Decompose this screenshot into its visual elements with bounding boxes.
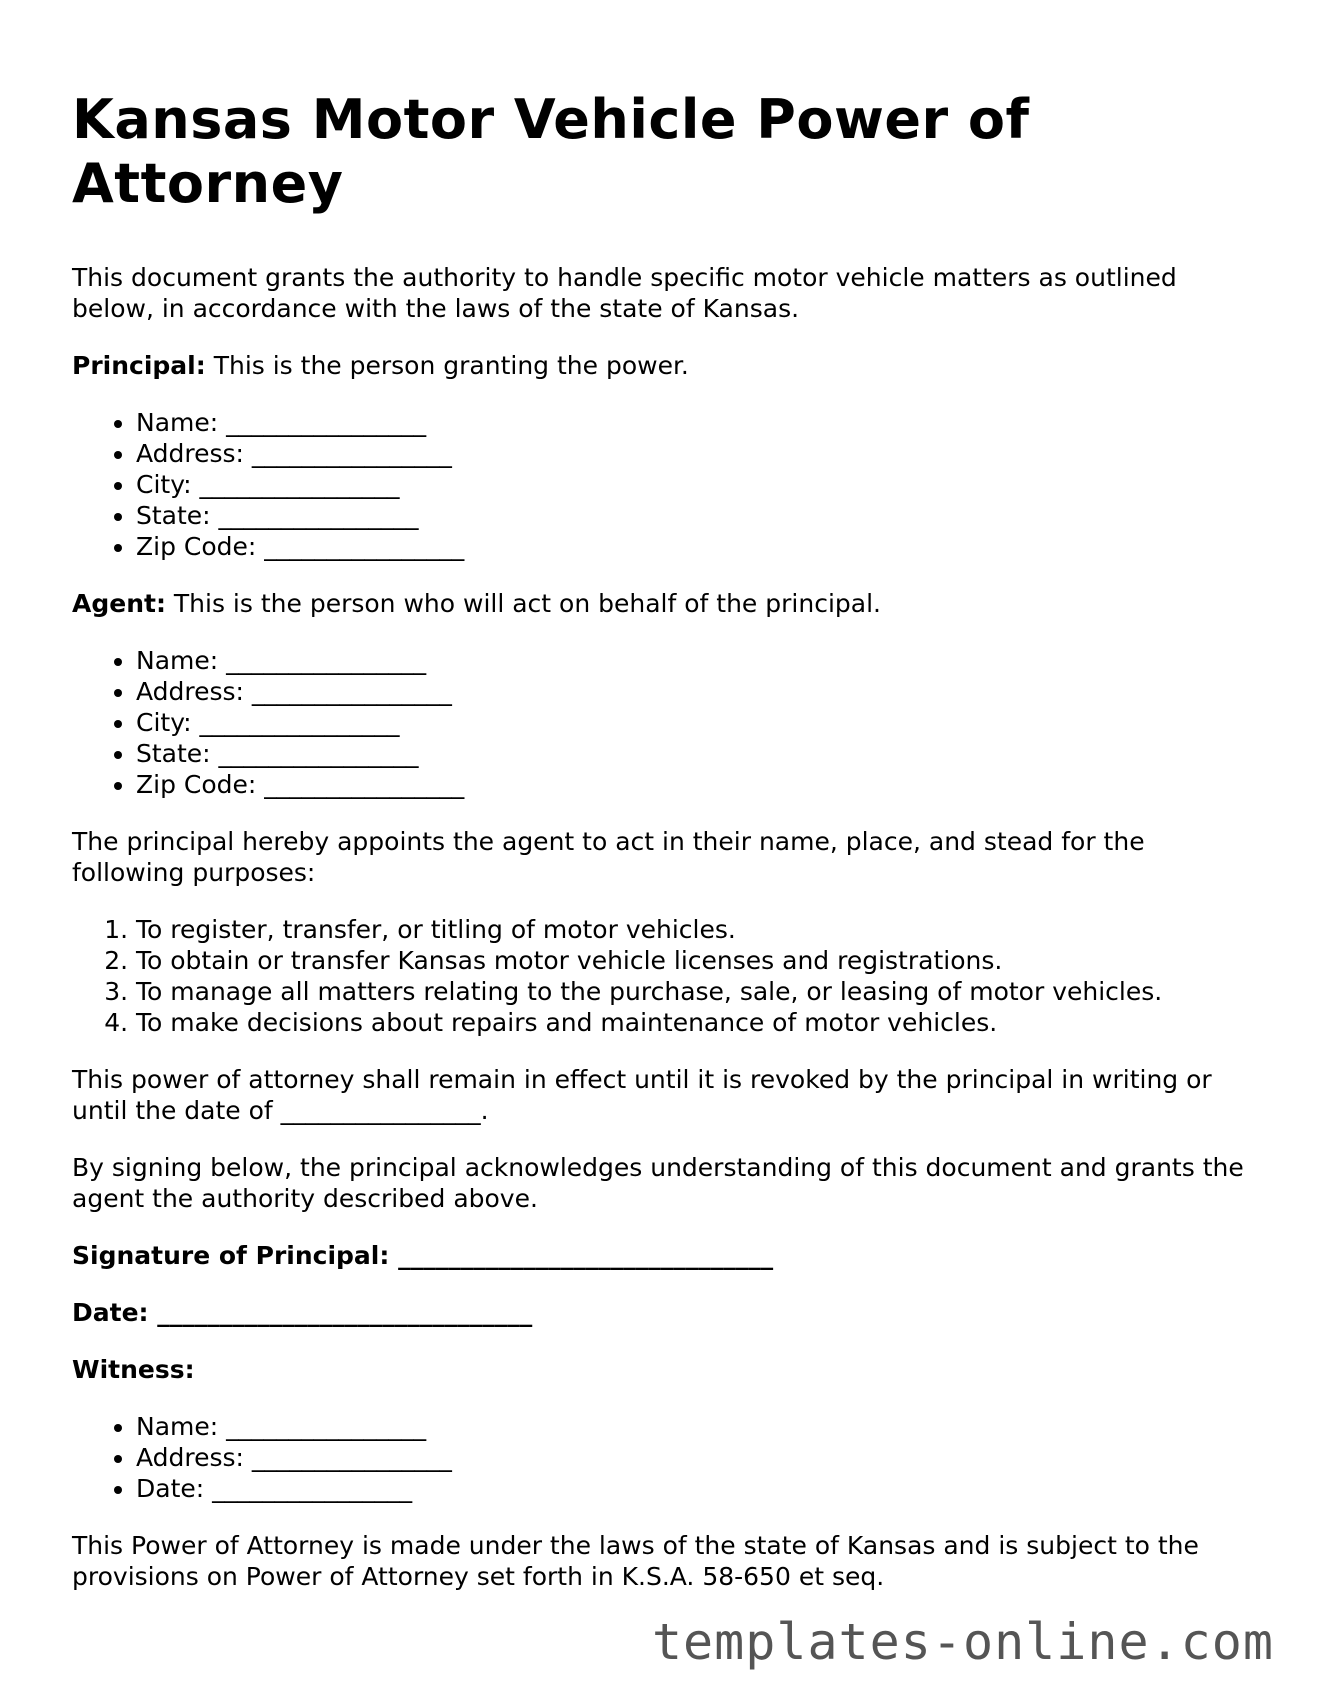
purpose-item: 2. To obtain or transfer Kansas motor vehicle licenses and registrations. xyxy=(136,945,1252,976)
duration-paragraph: This power of attorney shall remain in effect until it is revoked by the principal in writing or until the date of ________________. xyxy=(72,1065,1212,1125)
principal-heading xyxy=(72,350,1252,381)
witness-heading: Witness: xyxy=(72,1355,195,1384)
signature-line: Signature of Principal: ______________________________ xyxy=(72,1241,774,1270)
agent-description: This is the person who will act on behalf of the principal. xyxy=(165,589,881,618)
principal-label: Principal: xyxy=(72,351,206,380)
agent-state-field: • State: ________________ xyxy=(136,738,1252,769)
document xyxy=(72,88,1252,1618)
legal-note: This Power of Attorney is made under the laws of the state of Kansas and is subject to the provisions on Power of Attorney set forth in K.S.A. 58-650 et seq. xyxy=(72,1531,1199,1591)
witness-address-field: • Address: ________________ xyxy=(136,1442,1252,1473)
principal-name-field: • Name: ________________ xyxy=(136,407,1252,438)
date-line: Date: ______________________________ xyxy=(72,1298,533,1327)
purposes-list xyxy=(72,914,1252,1038)
agent-name-field: • Name: ________________ xyxy=(136,645,1252,676)
purpose-item: 1. To register, transfer, or titling of motor vehicles. xyxy=(136,914,1252,945)
agent-city-field: • City: ________________ xyxy=(136,707,1252,738)
acknowledgement-paragraph: By signing below, the principal acknowledges understanding of this document and grants the agent the authority described above. xyxy=(72,1153,1244,1213)
principal-zip-field: • Zip Code: ________________ xyxy=(136,531,1252,562)
intro-paragraph: This document grants the authority to handle specific motor vehicle matters as outlined below, in accordance with the laws of the state of Kansas. xyxy=(72,263,1177,323)
witness-fields-list xyxy=(72,1411,1252,1504)
agent-heading xyxy=(72,588,1252,619)
purpose-item: 4. To make decisions about repairs and maintenance of motor vehicles. xyxy=(136,1007,1252,1038)
principal-address-field: • Address: ________________ xyxy=(136,438,1252,469)
principal-city-field: • City: ________________ xyxy=(136,469,1252,500)
agent-zip-field: • Zip Code: ________________ xyxy=(136,769,1252,800)
principal-fields-list xyxy=(72,407,1252,562)
principal-state-field: • State: ________________ xyxy=(136,500,1252,531)
document-title: Kansas Motor Vehicle Power of Attorney xyxy=(72,88,1030,215)
principal-description: This is the person granting the power. xyxy=(205,351,689,380)
agent-fields-list xyxy=(72,645,1252,800)
agent-address-field: • Address: ________________ xyxy=(136,676,1252,707)
agent-label: Agent: xyxy=(72,589,166,618)
purpose-item: 3. To manage all matters relating to the purchase, sale, or leasing of motor vehicles. xyxy=(136,976,1252,1007)
witness-date-field: • Date: ________________ xyxy=(136,1473,1252,1504)
watermark: templates-online.com xyxy=(651,1613,1274,1671)
appointment-paragraph: The principal hereby appoints the agent to act in their name, place, and stead for the following purposes: xyxy=(72,827,1145,887)
witness-name-field: • Name: ________________ xyxy=(136,1411,1252,1442)
